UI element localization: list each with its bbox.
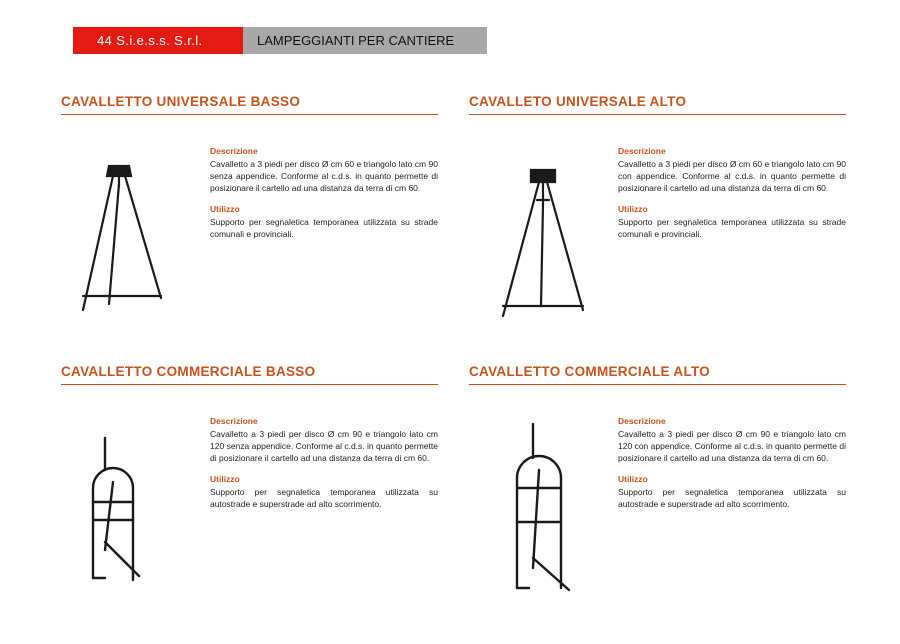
usage-text: Supporto per segnaletica temporanea utilizzata su autostrade e superstrade ad alto scorrimento.	[618, 487, 846, 509]
description-label: Descrizione	[210, 416, 258, 426]
description-text: Cavalletto a 3 piedi per disco Ø cm 60 e triangolo lato cm 90 con appendice. Conforme al c.d.s. in quanto permette di posizionare il cartello ad una distanza da terra di cm 60.	[618, 159, 846, 193]
tripod-stand-low-icon	[69, 154, 169, 314]
description-label: Descrizione	[618, 416, 666, 426]
product-text	[210, 416, 438, 520]
usage-label: Utilizzo	[210, 204, 240, 214]
usage-text: Supporto per segnaletica temporanea utilizzata su strade comunali e provinciali.	[618, 217, 846, 239]
product-section-commerciale-basso	[61, 364, 441, 614]
product-text	[210, 146, 438, 250]
description-text: Cavalletto a 3 piedi per disco Ø cm 60 e triangolo lato cm 90 senza appendice. Conforme al c.d.s. in quanto permette di posizionare il cartello ad una distanza da terra di cm 60.	[210, 159, 438, 193]
description-text: Cavalletto a 3 piedi per disco Ø cm 90 e triangolo lato cm 120 con appendice. Conforme al c.d.s. in quanto permette di posizionare il cartello ad una distanza da terra di cm 60.	[618, 429, 846, 463]
product-text	[618, 146, 846, 250]
page-number-label: 44 S.i.e.s.s. S.r.l.	[73, 27, 243, 54]
product-section-universale-alto	[469, 94, 849, 344]
usage-label: Utilizzo	[210, 474, 240, 484]
description-label: Descrizione	[618, 146, 666, 156]
product-section-universale-basso	[61, 94, 441, 344]
description-label: Descrizione	[210, 146, 258, 156]
usage-text: Supporto per segnaletica temporanea utilizzata su strade comunali e provinciali.	[210, 217, 438, 239]
product-title: CAVALLETTO UNIVERSALE BASSO	[61, 94, 438, 115]
product-title: CAVALLETO UNIVERSALE ALTO	[469, 94, 846, 115]
description-text: Cavalletto a 3 piedi per disco Ø cm 90 e triangolo lato cm 120 senza appendice. Conforme al c.d.s. in quanto permette di posizionare il cartello ad una distanza da terra di cm 60.	[210, 429, 438, 463]
usage-label: Utilizzo	[618, 474, 648, 484]
product-text	[618, 416, 846, 520]
product-section-commerciale-alto	[469, 364, 849, 614]
product-title: CAVALLETTO COMMERCIALE BASSO	[61, 364, 438, 385]
arched-stand-low-icon	[75, 430, 175, 590]
usage-label: Utilizzo	[618, 204, 648, 214]
category-title: LAMPEGGIANTI PER CANTIERE	[243, 27, 487, 54]
tripod-stand-high-icon	[493, 158, 593, 323]
product-title: CAVALLETTO COMMERCIALE ALTO	[469, 364, 846, 385]
usage-text: Supporto per segnaletica temporanea utilizzata su autostrade e superstrade ad alto scorrimento.	[210, 487, 438, 509]
arched-stand-high-icon	[499, 418, 599, 598]
